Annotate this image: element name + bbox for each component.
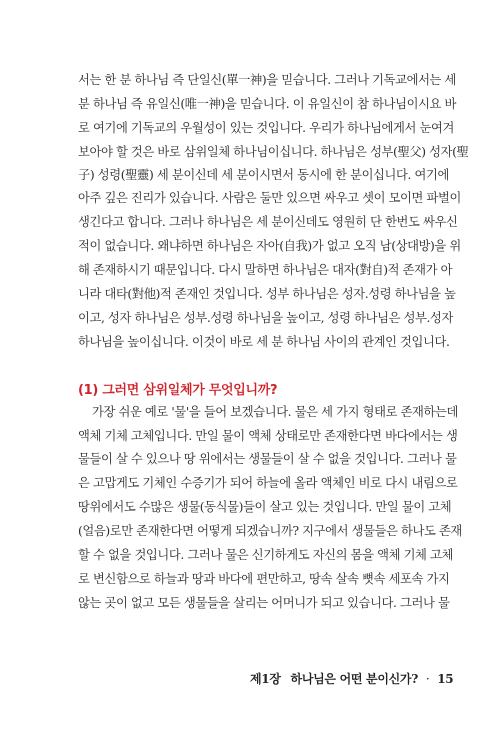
text-line: 보아야 할 것은 바로 삼위일체 하나님이십니다. 하나님은 성부(聖父) 성자(聖: [78, 145, 469, 159]
text-line: 이고, 성자 하나님은 성부.성령 하나님을 높이고, 성령 하나님은 성부.성자: [78, 311, 453, 325]
text-line: 은 고맙게도 기체인 수증기가 되어 하늘에 올라 액체인 비로 다시 내림으로: [78, 476, 458, 490]
text-line: 해 존재하시기 때문입니다. 다시 말하면 하나님은 대자(對自)적 존재가 아: [78, 263, 453, 277]
page-footer: [250, 670, 454, 687]
text-line: 하나님을 높이십니다. 이것이 바로 세 분 하나님 사이의 관계인 것입니다.: [78, 335, 450, 349]
text-line: 로 변신함으로 하늘과 땅과 바다에 편만하고, 땅속 살속 뼛속 세포속 가지: [78, 572, 450, 586]
text-line: 물들이 살 수 있으나 땅 위에서는 생물들이 살 수 없을 것입니다. 그러나 물: [78, 452, 457, 466]
text-line: 아주 깊은 진리가 있습니다. 사람은 둘만 있으면 싸우고 셋이 모이면 파벌이: [78, 191, 461, 205]
text-line: 액체 기체 고체입니다. 만일 물이 액체 상태로만 존재한다면 바다에서는 생: [78, 429, 458, 443]
text-line: (얼음)로만 존재한다면 어떻게 되겠습니까? 지구에서 생물들은 하나도 존재: [78, 524, 462, 538]
text-line: 않는 곳이 없고 모든 생물들을 살리는 어머니가 되고 있습니다. 그러나 물: [78, 596, 450, 610]
text-line: 적이 없습니다. 왜냐하면 하나님은 자아(自我)가 없고 오직 남(상대방)을 위: [78, 239, 461, 253]
footer-chapter: 제1장: [250, 672, 281, 686]
section-heading: (1) 그러면 삼위일체가 무엇입니까?: [78, 383, 278, 398]
footer-separator: ·: [425, 672, 430, 686]
page-number: 15: [437, 672, 454, 686]
text-line: 子) 성령(聖靈) 세 분이신데 세 분이시면서 동시에 한 분이십니다. 여기에: [78, 168, 449, 182]
text-line: 니라 대타(對他)적 존재인 것입니다. 성부 하나님은 성자.성령 하나님을 높: [78, 287, 456, 301]
text-line: 서는 한 분 하나님 즉 단일신(單一神)을 믿습니다. 그러나 기독교에서는 세: [78, 73, 457, 87]
text-line: 땅위에서도 수많은 생물(동식물)들이 살고 있는 것입니다. 만일 물이 고체: [78, 500, 452, 514]
text-line: 분 하나님 즉 유일신(唯一神)을 믿습니다. 이 유일신이 참 하나님이시요 바: [78, 97, 457, 111]
text-line: 가장 쉬운 예로 '물'을 들어 보겠습니다. 물은 세 가지 형태로 존재하는데: [92, 405, 458, 419]
footer-chapter-title: 하나님은 어떤 분이신가?: [290, 672, 418, 686]
text-line: 생긴다고 합니다. 그러나 하나님은 세 분이신데도 영원히 단 한번도 싸우신: [78, 215, 458, 229]
text-line: 할 수 없을 것입니다. 그러나 물은 신기하게도 자신의 몸을 액체 기체 고체: [78, 548, 453, 562]
text-line: 로 여기에 기독교의 우월성이 있는 것입니다. 우리가 하나님에게서 눈여겨: [78, 121, 454, 135]
